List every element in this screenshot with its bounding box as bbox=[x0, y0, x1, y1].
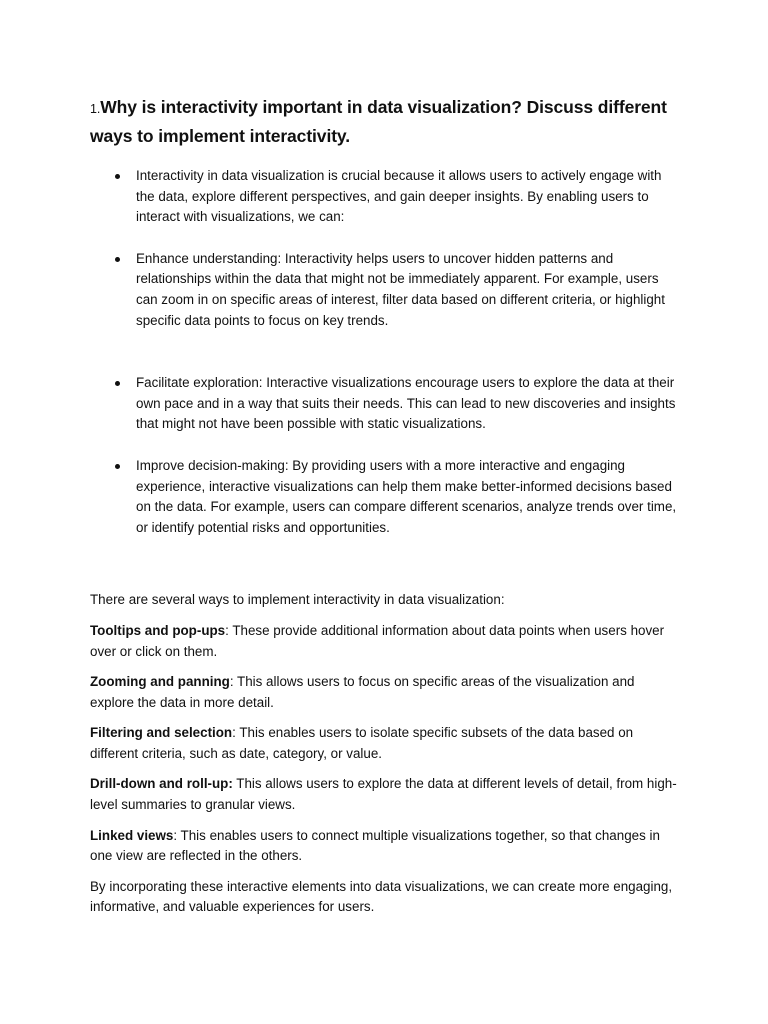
method-term: Linked views bbox=[90, 827, 174, 843]
method-term: Drill-down and roll-up: bbox=[90, 776, 233, 792]
method-paragraph bbox=[90, 621, 682, 662]
heading-number: 1. bbox=[90, 102, 101, 116]
document-page bbox=[90, 94, 682, 928]
bullet-dot-icon bbox=[115, 464, 120, 469]
bullet-text: Interactivity in data visualization is crucial because it allows users to actively engage with the data, explore different perspectives, and gain deeper insights. By enabling users to interact with visualizations, we can: bbox=[136, 168, 662, 225]
bullet-item bbox=[90, 456, 682, 538]
heading-text: Why is interactivity important in data visualization? Discuss different ways to implement interactivity. bbox=[90, 97, 667, 146]
bullet-text: Enhance understanding: Interactivity helps users to uncover hidden patterns and relationships within the data that might not be immediately apparent. For example, users can zoom in on specific areas of interest, filter data based on different criteria, or highlight specific data points to focus on key trends. bbox=[136, 250, 665, 328]
method-term: Tooltips and pop-ups bbox=[90, 622, 226, 638]
method-term: Filtering and selection bbox=[90, 725, 233, 741]
method-description: This allows users to explore the data at different levels of detail, from high-level summaries to granular views. bbox=[90, 776, 677, 813]
method-description: : This enables users to isolate specific subsets of the data based on different criteria, such as date, category, or value. bbox=[90, 725, 634, 761]
method-paragraph bbox=[90, 672, 682, 713]
conclusion-paragraph: By incorporating these interactive elements into data visualizations, we can create more engaging, informative, and valuable experiences for users. bbox=[90, 878, 673, 915]
method-description: : This enables users to connect multiple visualizations together, so that changes in one view are reflected in the others. bbox=[90, 827, 660, 864]
question-heading bbox=[90, 94, 682, 150]
bullet-dot-icon bbox=[115, 174, 120, 179]
method-term: Zooming and panning bbox=[90, 674, 230, 690]
method-paragraph bbox=[90, 774, 682, 815]
methods-intro: There are several ways to implement interactivity in data visualization: bbox=[90, 592, 505, 608]
bullet-dot-icon bbox=[115, 381, 120, 386]
bullet-item bbox=[90, 249, 682, 331]
bullet-text: Facilitate exploration: Interactive visualizations encourage users to explore the data at their own pace and in a way that suits their needs. This can lead to new discoveries and insights that might not have been possible with static visualizations. bbox=[136, 375, 676, 432]
bullet-text: Improve decision-making: By providing users with a more interactive and engaging experience, interactive visualizations can help them make better-informed decisions based on the data. For example, users can compare different scenarios, analyze trends over time, or identify potential risks and opportunities. bbox=[136, 457, 677, 535]
bullet-item bbox=[90, 373, 682, 435]
bullet-list bbox=[90, 166, 682, 538]
method-description: : This allows users to focus on specific areas of the visualization and explore the data in more detail. bbox=[90, 674, 635, 710]
method-paragraph bbox=[90, 826, 682, 867]
bullet-dot-icon bbox=[115, 257, 120, 262]
bullet-item bbox=[90, 166, 682, 228]
method-paragraph bbox=[90, 723, 682, 764]
method-description: : These provide additional information about data points when users hover over or click on them. bbox=[90, 622, 665, 659]
